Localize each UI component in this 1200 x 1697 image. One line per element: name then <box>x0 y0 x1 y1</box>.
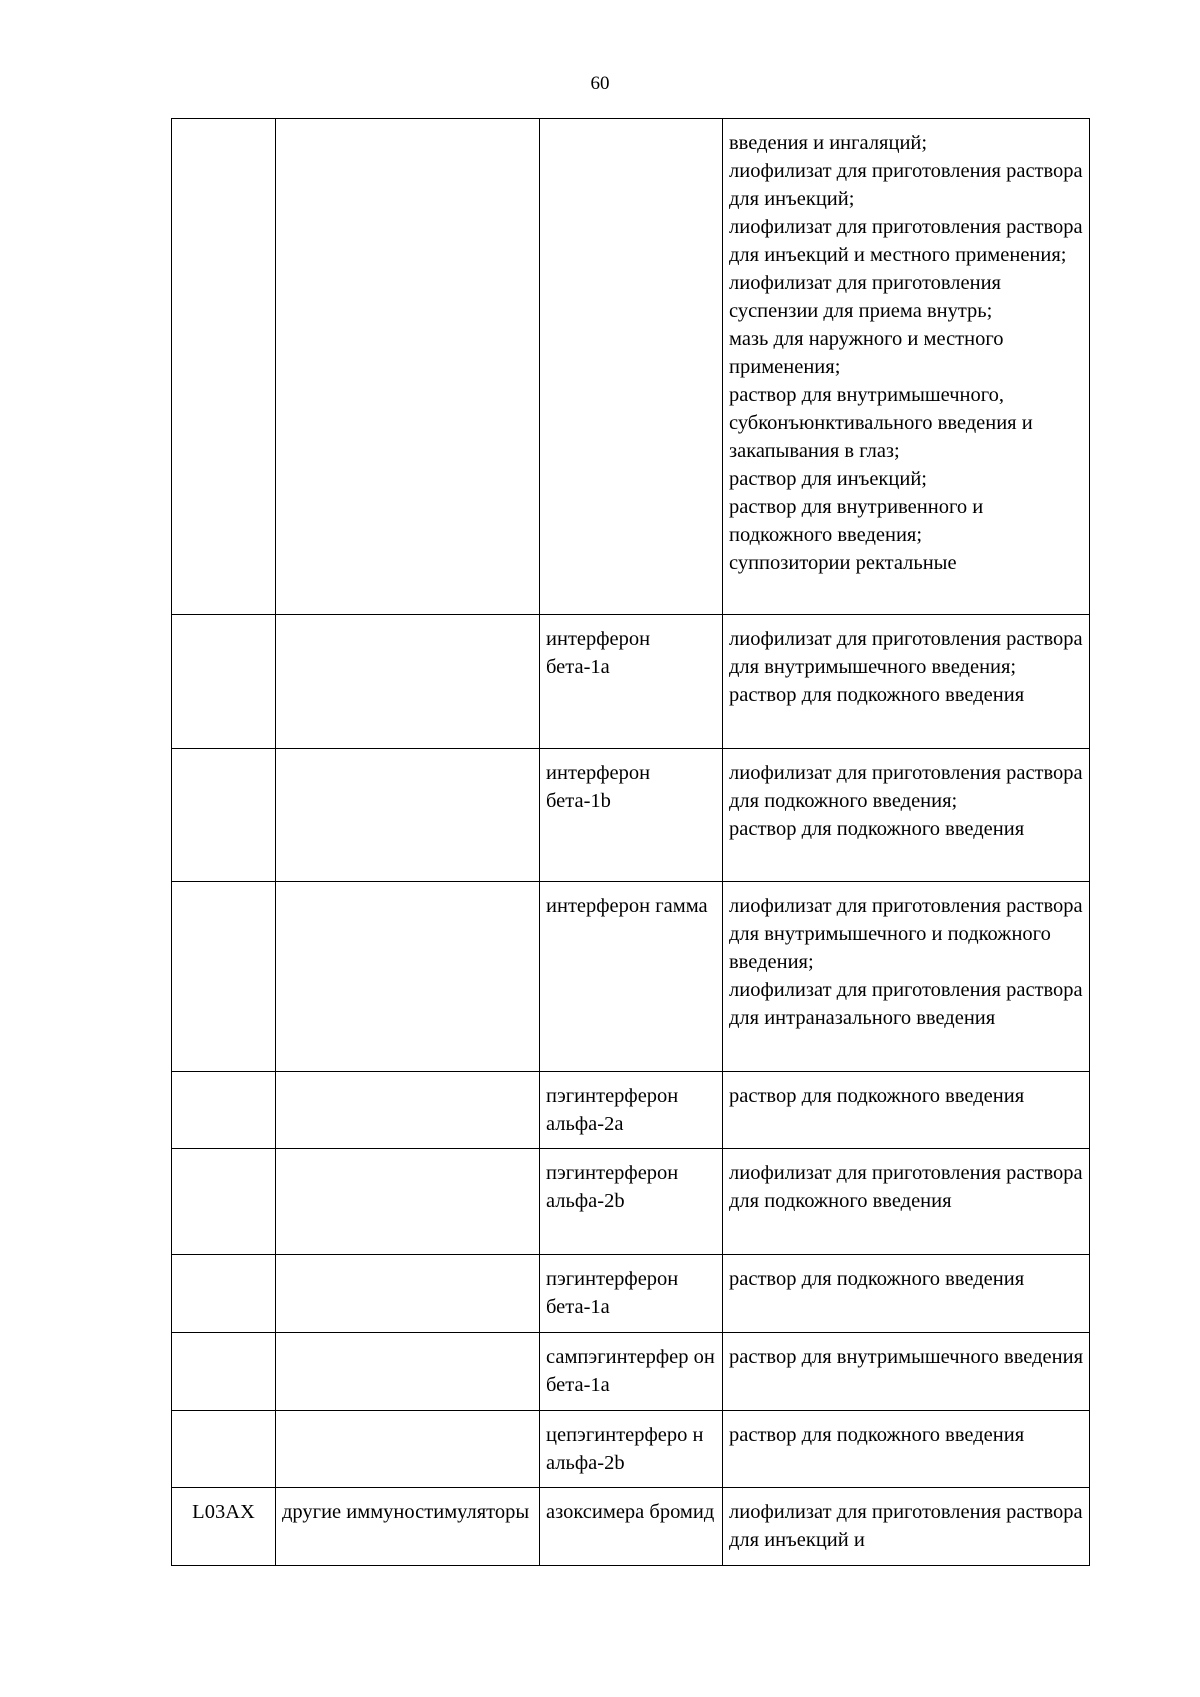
group-cell <box>276 615 540 749</box>
atc-code-cell <box>172 1072 276 1149</box>
atc-code-cell <box>172 119 276 615</box>
group-cell <box>276 1333 540 1411</box>
table-row <box>172 119 1090 615</box>
table-row <box>172 1411 1090 1488</box>
drug-table <box>171 118 1090 1566</box>
dosage-forms-cell: раствор для подкожного введения <box>723 1255 1090 1333</box>
table-row <box>172 1072 1090 1149</box>
substance-cell: азоксимера бромид <box>540 1488 723 1566</box>
table-row <box>172 1149 1090 1255</box>
dosage-forms-cell: раствор для внутримышечного введения <box>723 1333 1090 1411</box>
dosage-forms-cell: раствор для подкожного введения <box>723 1072 1090 1149</box>
group-cell <box>276 1072 540 1149</box>
page-number: 60 <box>590 73 610 94</box>
substance-cell: пэгинтерферон альфа-2b <box>540 1149 723 1255</box>
substance-cell: пэгинтерферон альфа-2a <box>540 1072 723 1149</box>
atc-code-cell <box>172 1411 276 1488</box>
atc-code-cell <box>172 1149 276 1255</box>
table-row <box>172 1333 1090 1411</box>
substance-cell <box>540 119 723 615</box>
table-row <box>172 1255 1090 1333</box>
table-row <box>172 1488 1090 1566</box>
atc-code-cell <box>172 1333 276 1411</box>
table-row <box>172 749 1090 882</box>
atc-code-cell <box>172 749 276 882</box>
group-cell: другие иммуностимуляторы <box>276 1488 540 1566</box>
dosage-forms-cell: лиофилизат для приготовления раствора для инъекций и <box>723 1488 1090 1566</box>
group-cell <box>276 1255 540 1333</box>
group-cell <box>276 119 540 615</box>
table-row <box>172 615 1090 749</box>
substance-cell: сампэгинтерфер он бета-1a <box>540 1333 723 1411</box>
dosage-forms-cell: лиофилизат для приготовления раствора для внутримышечного введения; раствор для подкожного введения <box>723 615 1090 749</box>
group-cell <box>276 882 540 1072</box>
dosage-forms-cell: раствор для подкожного введения <box>723 1411 1090 1488</box>
atc-code-cell <box>172 1255 276 1333</box>
atc-code-cell <box>172 882 276 1072</box>
dosage-forms-cell: введения и ингаляций; лиофилизат для приготовления раствора для инъекций; лиофилизат для приготовления раствора для инъекций и местного применения; лиофилизат для приготовления суспензии для приема внутрь; мазь для наружного и местного применения; раствор для внутримышечного, субконъюнктивального введения и закапывания в глаз; раствор для инъекций; раствор для внутривенного и подкожного введения; суппозитории ректальные <box>723 119 1090 615</box>
substance-cell: интерферон бета-1a <box>540 615 723 749</box>
substance-cell: пэгинтерферон бета-1a <box>540 1255 723 1333</box>
group-cell <box>276 1149 540 1255</box>
substance-cell: интерферон гамма <box>540 882 723 1072</box>
dosage-forms-cell: лиофилизат для приготовления раствора для подкожного введения <box>723 1149 1090 1255</box>
group-cell <box>276 1411 540 1488</box>
substance-cell: цепэгинтерферо н альфа-2b <box>540 1411 723 1488</box>
dosage-forms-cell: лиофилизат для приготовления раствора для внутримышечного и подкожного введения; лиофилизат для приготовления раствора для интраназального введения <box>723 882 1090 1072</box>
group-cell <box>276 749 540 882</box>
atc-code-cell: L03AX <box>172 1488 276 1566</box>
atc-code-cell <box>172 615 276 749</box>
dosage-forms-cell: лиофилизат для приготовления раствора для подкожного введения; раствор для подкожного введения <box>723 749 1090 882</box>
substance-cell: интерферон бета-1b <box>540 749 723 882</box>
table-row <box>172 882 1090 1072</box>
